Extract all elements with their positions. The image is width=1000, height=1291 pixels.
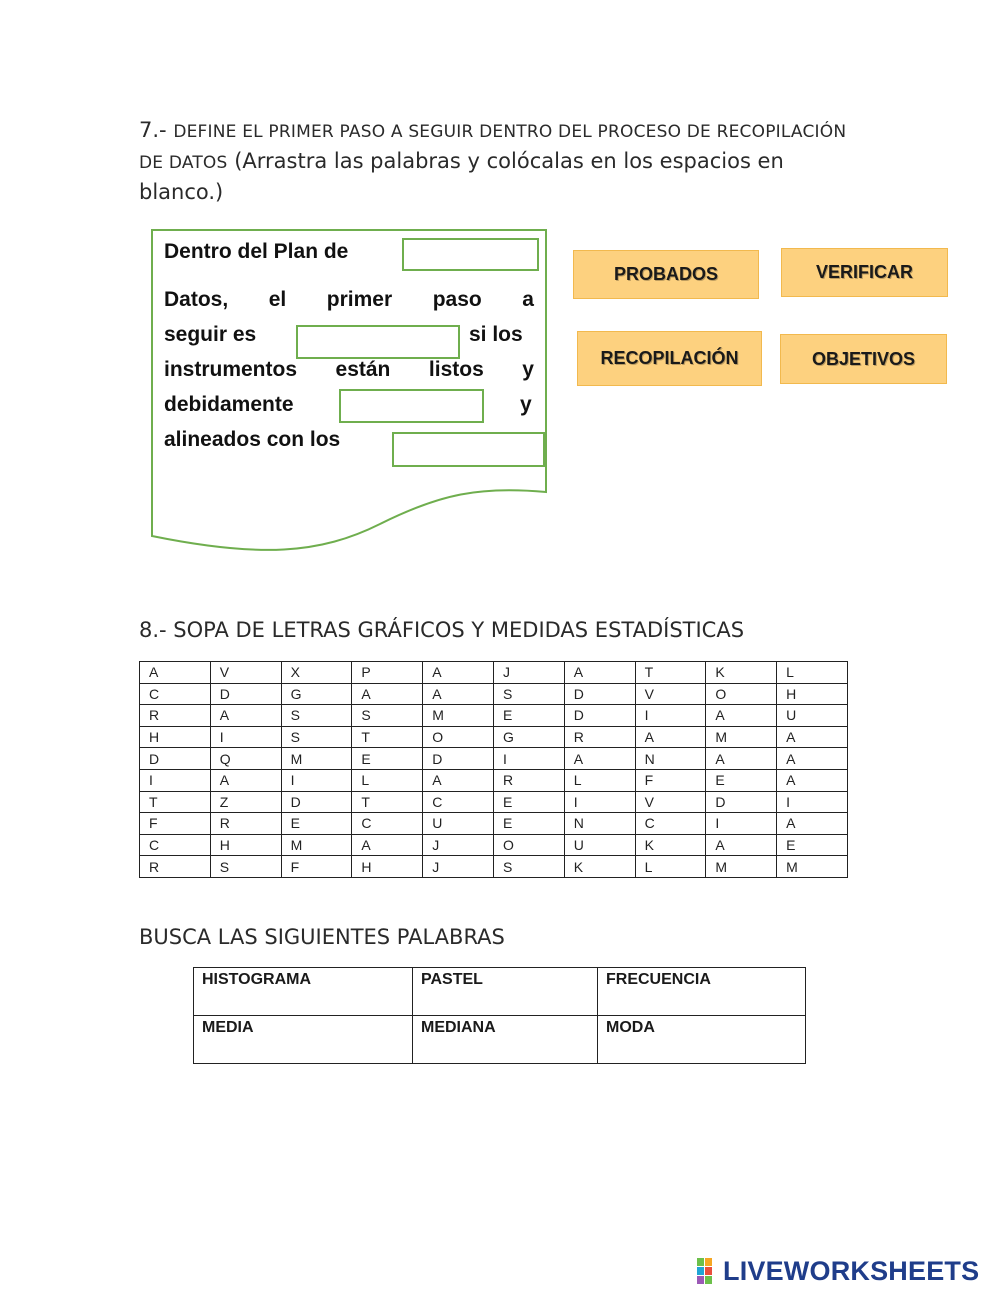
sentence-line-2 xyxy=(164,288,534,312)
grid-cell[interactable]: N xyxy=(635,748,706,770)
grid-cell[interactable]: V xyxy=(635,683,706,705)
word-cell: FRECUENCIA xyxy=(598,968,806,1016)
grid-cell[interactable]: C xyxy=(140,683,211,705)
grid-cell[interactable]: I xyxy=(564,791,635,813)
grid-cell[interactable]: A xyxy=(777,726,848,748)
grid-cell[interactable]: A xyxy=(777,813,848,835)
grid-cell[interactable]: J xyxy=(423,856,494,878)
grid-cell[interactable]: E xyxy=(493,705,564,727)
grid-cell[interactable]: M xyxy=(777,856,848,878)
grid-cell[interactable]: R xyxy=(140,705,211,727)
grid-cell[interactable]: D xyxy=(706,791,777,813)
line-4-word: están xyxy=(335,358,391,381)
grid-cell[interactable]: A xyxy=(352,683,423,705)
grid-cell[interactable]: A xyxy=(706,748,777,770)
logo-icon xyxy=(697,1258,721,1284)
grid-cell[interactable]: A xyxy=(423,662,494,684)
grid-cell[interactable]: F xyxy=(635,769,706,791)
grid-cell[interactable]: A xyxy=(777,748,848,770)
grid-cell[interactable]: V xyxy=(210,662,281,684)
grid-row xyxy=(140,726,848,748)
grid-cell[interactable]: R xyxy=(564,726,635,748)
liveworksheets-logo xyxy=(697,1255,979,1287)
table-row xyxy=(194,968,806,1016)
line-4-word: instrumentos xyxy=(164,358,298,381)
grid-cell[interactable]: Q xyxy=(210,748,281,770)
grid-row xyxy=(140,748,848,770)
grid-cell[interactable]: G xyxy=(281,683,352,705)
grid-cell[interactable]: S xyxy=(493,856,564,878)
line-2-word: a xyxy=(522,288,534,311)
line-2-word: Datos, xyxy=(164,288,229,311)
grid-cell[interactable]: U xyxy=(564,834,635,856)
sentence-line-5b: y xyxy=(520,393,532,416)
sentence-line-3b: si los xyxy=(469,323,523,346)
grid-cell[interactable]: J xyxy=(493,662,564,684)
option-verificar[interactable]: VERIFICAR xyxy=(781,248,948,297)
grid-cell[interactable]: I xyxy=(493,748,564,770)
grid-cell[interactable]: I xyxy=(140,769,211,791)
grid-cell[interactable]: H xyxy=(210,834,281,856)
grid-cell[interactable]: A xyxy=(423,769,494,791)
grid-cell[interactable]: V xyxy=(635,791,706,813)
grid-cell[interactable]: A xyxy=(352,834,423,856)
sentence-line-5a: debidamente xyxy=(164,393,294,416)
grid-cell[interactable]: F xyxy=(281,856,352,878)
grid-cell[interactable]: M xyxy=(706,726,777,748)
grid-row xyxy=(140,662,848,684)
grid-cell[interactable]: D xyxy=(140,748,211,770)
grid-cell[interactable]: D xyxy=(564,705,635,727)
option-probados[interactable]: PROBADOS xyxy=(573,250,759,299)
grid-cell[interactable]: A xyxy=(140,662,211,684)
word-search-grid xyxy=(139,661,848,878)
line-2-word: el xyxy=(268,288,287,311)
grid-cell[interactable]: N xyxy=(564,813,635,835)
grid-cell[interactable]: P xyxy=(352,662,423,684)
grid-row xyxy=(140,705,848,727)
grid-cell[interactable]: A xyxy=(706,834,777,856)
grid-row xyxy=(140,769,848,791)
grid-cell[interactable]: X xyxy=(281,662,352,684)
grid-cell[interactable]: M xyxy=(281,748,352,770)
grid-cell[interactable]: H xyxy=(140,726,211,748)
question-8-title: 8.- SOPA DE LETRAS GRÁFICOS Y MEDIDAS ESTADÍSTICAS xyxy=(139,618,745,642)
grid-cell[interactable]: E xyxy=(352,748,423,770)
grid-cell[interactable]: K xyxy=(635,834,706,856)
grid-cell[interactable]: G xyxy=(493,726,564,748)
grid-cell[interactable]: O xyxy=(423,726,494,748)
grid-cell[interactable]: O xyxy=(706,683,777,705)
grid-cell[interactable]: T xyxy=(635,662,706,684)
question-instruction: DEFINE EL PRIMER PASO A SEGUIR DENTRO DEL PROCESO DE RECOPILACIÓN DE DATOS xyxy=(139,122,847,173)
grid-cell[interactable]: S xyxy=(352,705,423,727)
option-recopilacion[interactable]: RECOPILACIÓN xyxy=(577,331,762,386)
grid-cell[interactable]: R xyxy=(140,856,211,878)
grid-cell[interactable]: A xyxy=(210,769,281,791)
word-cell: MODA xyxy=(598,1016,806,1064)
grid-row xyxy=(140,813,848,835)
grid-cell[interactable]: D xyxy=(281,791,352,813)
grid-cell[interactable]: Z xyxy=(210,791,281,813)
grid-cell[interactable]: D xyxy=(564,683,635,705)
grid-cell[interactable]: L xyxy=(635,856,706,878)
drop-slot-4[interactable] xyxy=(392,432,545,467)
sentence-line-1: Dentro del Plan de xyxy=(164,240,349,263)
drop-slot-2[interactable] xyxy=(296,325,460,359)
grid-cell[interactable]: M xyxy=(706,856,777,878)
drop-slot-1[interactable] xyxy=(402,238,539,271)
drop-slot-3[interactable] xyxy=(339,389,484,423)
grid-cell[interactable]: A xyxy=(777,769,848,791)
grid-cell[interactable]: H xyxy=(777,683,848,705)
grid-cell[interactable]: A xyxy=(706,705,777,727)
grid-cell[interactable]: C xyxy=(635,813,706,835)
grid-cell[interactable]: S xyxy=(210,856,281,878)
grid-cell[interactable]: F xyxy=(140,813,211,835)
grid-cell[interactable]: E xyxy=(281,813,352,835)
line-4-word: listos xyxy=(428,358,484,381)
grid-cell[interactable]: L xyxy=(352,769,423,791)
word-cell: HISTOGRAMA xyxy=(194,968,413,1016)
grid-cell[interactable]: I xyxy=(210,726,281,748)
grid-cell[interactable]: I xyxy=(777,791,848,813)
word-list-title: BUSCA LAS SIGUIENTES PALABRAS xyxy=(139,925,505,949)
sentence-line-4 xyxy=(164,358,534,382)
option-objetivos[interactable]: OBJETIVOS xyxy=(780,334,947,384)
grid-cell[interactable]: J xyxy=(423,834,494,856)
grid-cell[interactable]: O xyxy=(493,834,564,856)
grid-cell[interactable]: D xyxy=(423,748,494,770)
grid-cell[interactable]: T xyxy=(352,726,423,748)
grid-cell[interactable]: E xyxy=(777,834,848,856)
grid-cell[interactable]: E xyxy=(706,769,777,791)
grid-cell[interactable]: U xyxy=(423,813,494,835)
grid-cell[interactable]: K xyxy=(706,662,777,684)
grid-cell[interactable]: M xyxy=(423,705,494,727)
grid-cell[interactable]: E xyxy=(493,813,564,835)
question-7-prompt xyxy=(139,116,869,207)
question-note: (Arrastra las palabras y colócalas en los espacios en blanco.) xyxy=(139,149,784,204)
grid-cell[interactable]: U xyxy=(777,705,848,727)
grid-cell[interactable]: D xyxy=(210,683,281,705)
grid-cell[interactable]: A xyxy=(564,662,635,684)
grid-cell[interactable]: R xyxy=(493,769,564,791)
grid-row xyxy=(140,834,848,856)
word-cell: PASTEL xyxy=(413,968,598,1016)
grid-cell[interactable]: A xyxy=(423,683,494,705)
grid-cell[interactable]: A xyxy=(635,726,706,748)
grid-cell[interactable]: R xyxy=(210,813,281,835)
grid-row xyxy=(140,683,848,705)
grid-row xyxy=(140,791,848,813)
grid-cell[interactable]: C xyxy=(140,834,211,856)
line-4-word: y xyxy=(522,358,534,381)
grid-cell[interactable]: I xyxy=(635,705,706,727)
grid-cell[interactable]: T xyxy=(140,791,211,813)
grid-cell[interactable]: K xyxy=(564,856,635,878)
grid-cell[interactable]: S xyxy=(493,683,564,705)
question-number: 7.- xyxy=(139,118,167,142)
grid-cell[interactable]: C xyxy=(423,791,494,813)
word-list-table xyxy=(193,967,806,1064)
grid-cell[interactable]: L xyxy=(777,662,848,684)
grid-cell[interactable]: E xyxy=(493,791,564,813)
grid-cell[interactable]: T xyxy=(352,791,423,813)
grid-cell[interactable]: S xyxy=(281,726,352,748)
grid-cell[interactable]: M xyxy=(281,834,352,856)
grid-cell[interactable]: I xyxy=(281,769,352,791)
sentence-line-6: alineados con los xyxy=(164,428,341,451)
sentence-line-3a: seguir es xyxy=(164,323,257,346)
grid-row xyxy=(140,856,848,878)
grid-cell[interactable]: L xyxy=(564,769,635,791)
grid-cell[interactable]: H xyxy=(352,856,423,878)
grid-cell[interactable]: S xyxy=(281,705,352,727)
word-cell: MEDIA xyxy=(194,1016,413,1064)
grid-cell[interactable]: C xyxy=(352,813,423,835)
word-cell: MEDIANA xyxy=(413,1016,598,1064)
grid-cell[interactable]: A xyxy=(210,705,281,727)
logo-text: LIVEWORKSHEETS xyxy=(723,1255,980,1286)
table-row xyxy=(194,1016,806,1064)
line-2-word: paso xyxy=(432,288,482,311)
grid-cell[interactable]: I xyxy=(706,813,777,835)
line-2-word: primer xyxy=(326,288,393,311)
grid-cell[interactable]: A xyxy=(564,748,635,770)
